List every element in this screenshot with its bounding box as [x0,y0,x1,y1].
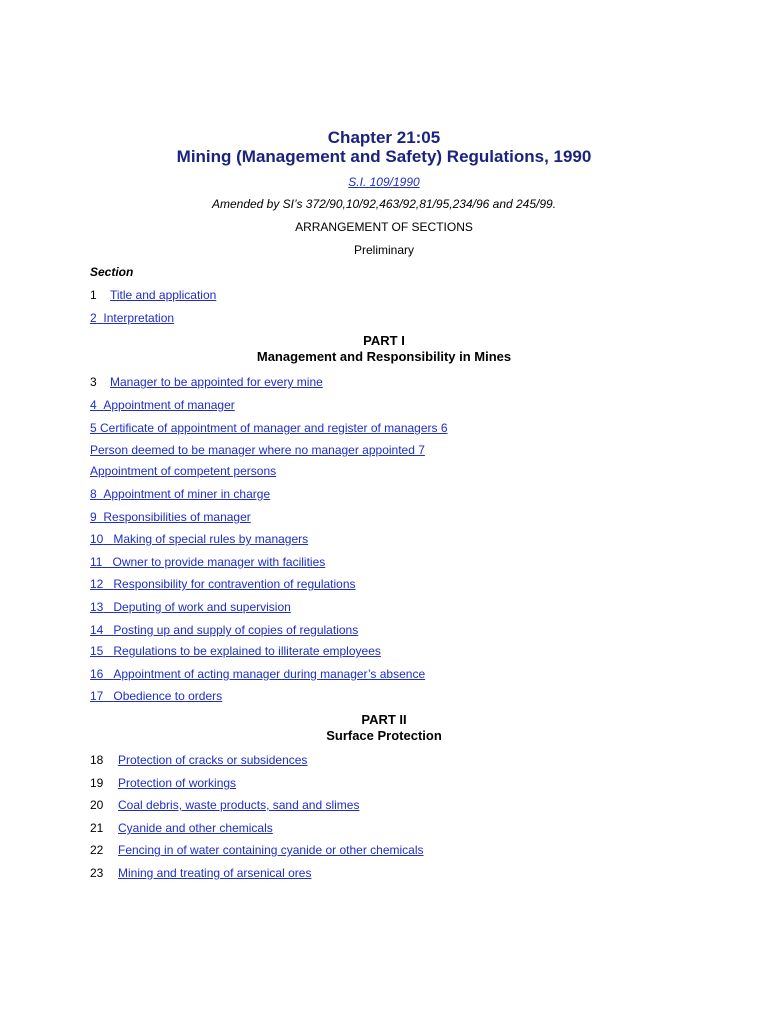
part1-subheading: Management and Responsibility in Mines [256,349,512,364]
toc-entry-number[interactable]: 8 [90,487,97,501]
toc-entry-link[interactable]: Cyanide and other chemicals [118,821,273,835]
toc-entry-link[interactable]: Fencing in of water containing cyanide or other chemicals [118,843,424,857]
toc-entry-link[interactable]: Mining and treating of arsenical ores [118,866,312,880]
toc-entry-link[interactable]: Coal debris, waste products, sand and slimes [118,798,360,812]
toc-entry-13[interactable] [90,600,291,615]
toc-entry-11[interactable] [90,555,325,570]
toc-entry-number[interactable]: 2 [90,311,97,325]
toc-entry-22[interactable] [90,843,424,858]
toc-entry-21[interactable] [90,821,273,836]
toc-entry-18[interactable] [90,753,307,768]
toc-entry-link[interactable]: Interpretation [103,311,175,325]
toc-entry-link[interactable]: Manager to be appointed for every mine [110,375,323,389]
toc-entry-link[interactable]: Protection of cracks or subsidences [118,753,308,767]
preliminary-heading: Preliminary [353,243,414,257]
toc-entry-number: 1 [90,288,97,302]
toc-entry-12[interactable] [90,577,356,592]
chapter-title: Chapter 21:05 [327,128,441,147]
part1-heading: PART I [363,333,405,348]
toc-entry-number[interactable]: 13 [90,600,104,614]
part2-heading: PART II [361,712,407,727]
regulations-title: Mining (Management and Safety) Regulations, 1990 [176,147,592,166]
toc-entry-number[interactable]: 17 [90,689,104,703]
toc-entry-number[interactable]: 12 [90,577,104,591]
toc-entry-6[interactable]: Person deemed to be manager where no manager appointed 7 [90,443,425,457]
toc-entry-link[interactable]: Deputing of work and supervision [113,600,291,614]
toc-entry-number[interactable]: 9 [90,510,97,524]
toc-entry-20[interactable] [90,798,359,813]
toc-entry-number: 20 [90,798,104,812]
toc-entry-number[interactable]: 16 [90,667,104,681]
toc-entry-23[interactable] [90,866,311,881]
toc-entry-number: 18 [90,753,104,767]
toc-entry-link[interactable]: Protection of workings [118,776,237,790]
section-label: Section [90,265,134,279]
toc-entry-link[interactable]: Making of special rules by managers [113,532,309,546]
toc-entry-16[interactable] [90,667,425,682]
toc-entry-10[interactable] [90,532,308,547]
toc-entry-number[interactable]: 4 [90,398,97,412]
toc-entry-number: 3 [90,375,97,389]
toc-entry-9[interactable] [90,510,251,525]
toc-entry-8[interactable] [90,487,270,502]
toc-entry-link[interactable]: Posting up and supply of copies of regulations [113,623,359,637]
toc-entry-link[interactable]: Responsibilities of manager [103,510,251,524]
toc-entry-4[interactable] [90,398,235,413]
toc-entry-number[interactable]: 15 [90,644,104,658]
toc-entry-link[interactable]: Obedience to orders [113,689,223,703]
toc-entry-5[interactable]: 5 Certificate of appointment of manager and register of managers 6 [90,421,448,435]
toc-entry-number[interactable]: 10 [90,532,104,546]
toc-entry-number: 19 [90,776,104,790]
toc-entry-number[interactable]: 11 [90,555,103,569]
toc-entry-2[interactable] [90,311,174,326]
si-reference-link-row [0,175,768,190]
toc-entry-14[interactable] [90,623,358,638]
toc-entry-19[interactable] [90,776,236,791]
toc-entry-number: 23 [90,866,104,880]
arrangement-heading: ARRANGEMENT OF SECTIONS [295,220,473,234]
toc-entry-link[interactable]: Appointment of acting manager during manager’s absence [113,667,426,681]
toc-entry-number[interactable]: 14 [90,623,104,637]
toc-entry-link[interactable]: Title and application [110,288,217,302]
si-reference-link[interactable]: S.I. 109/1990 [348,175,420,189]
toc-entry-1[interactable] [90,288,216,303]
part2-subheading: Surface Protection [326,728,442,743]
toc-entry-17[interactable] [90,689,222,704]
toc-entry-15[interactable] [90,644,381,659]
toc-entry-link[interactable]: Responsibility for contravention of regulations [113,577,356,591]
toc-entry-7[interactable]: Appointment of competent persons [90,464,277,478]
toc-entry-link[interactable]: Appointment of miner in charge [103,487,271,501]
toc-entry-number: 21 [90,821,104,835]
toc-entry-link[interactable]: Owner to provide manager with facilities [112,555,326,569]
toc-entry-link[interactable]: Regulations to be explained to illiterate employees [113,644,381,658]
toc-entry-number: 22 [90,843,104,857]
amendment-note: Amended by SI’s 372/90,10/92,463/92,81/95,234/96 and 245/99. [211,197,557,211]
toc-entry-link[interactable]: Appointment of manager [103,398,235,412]
toc-entry-3[interactable] [90,375,323,390]
